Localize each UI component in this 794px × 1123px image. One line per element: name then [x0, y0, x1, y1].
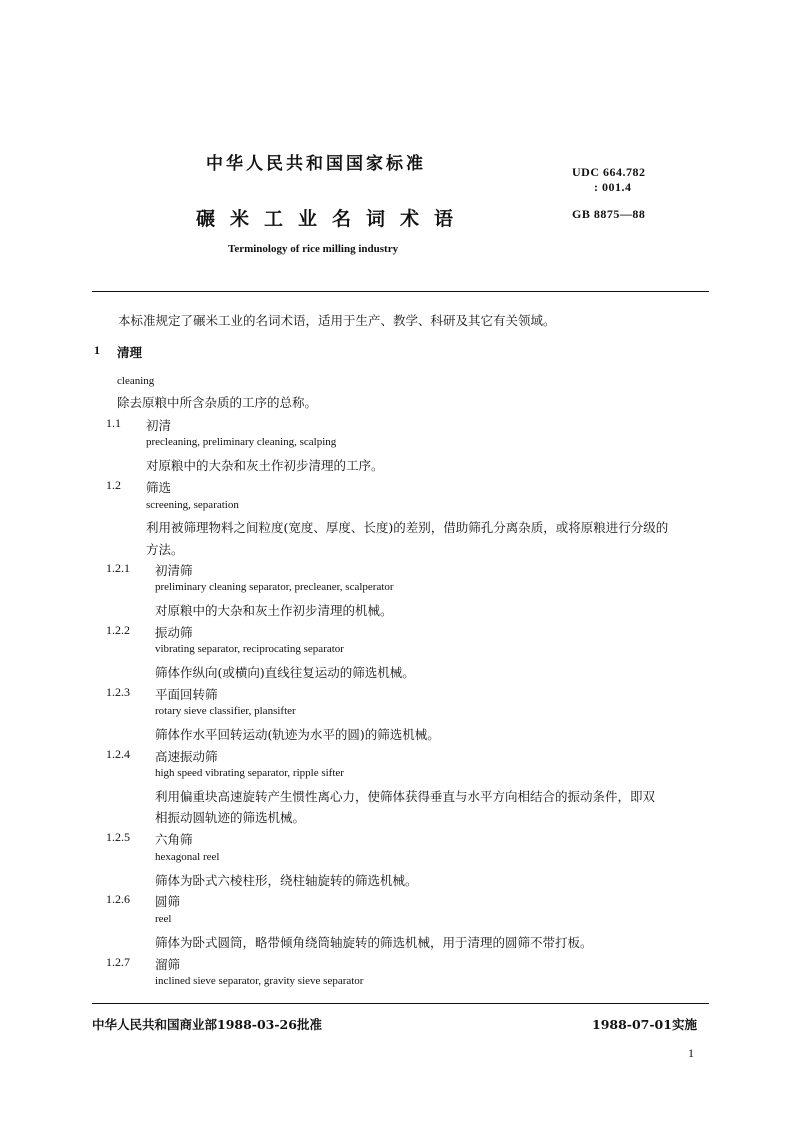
section-english: cleaning — [117, 375, 155, 387]
document-title: 碾米工业名词术语 — [196, 208, 469, 230]
entry-english: screening, separation — [146, 499, 239, 511]
udc-code-sub: : 001.4 — [594, 180, 632, 194]
entry-english: vibrating separator, reciprocating separator — [155, 643, 344, 655]
entry-english: rotary sieve classifier, plansifter — [155, 705, 296, 717]
entry-term: 高速振动筛 — [155, 749, 218, 764]
entry-term: 圆筛 — [155, 894, 181, 909]
entry-term: 筛选 — [146, 480, 172, 495]
section-number: 1 — [94, 343, 100, 357]
section-title: 清理 — [117, 345, 143, 360]
entry-definition: 对原粮中的大杂和灰土作初步清理的工序。 — [146, 458, 384, 473]
footer-divider — [92, 1003, 709, 1004]
entry-term: 溜筛 — [155, 957, 181, 972]
entry-number: 1.2.3 — [106, 685, 130, 699]
entry-definition: 筛体为卧式圆筒，略带倾角绕筒轴旋转的筛选机械，用于清理的圆筛不带打板。 — [155, 935, 593, 950]
entry-definition: 对原粮中的大杂和灰土作初步清理的机械。 — [155, 603, 393, 618]
entry-english: inclined sieve separator, gravity sieve separator — [155, 975, 364, 987]
entry-number: 1.2 — [106, 478, 121, 492]
entry-number: 1.2.2 — [106, 623, 130, 637]
entry-number: 1.2.4 — [106, 747, 130, 761]
header-divider — [92, 291, 709, 292]
entry-definition: 筛体作纵向(或横向)直线往复运动的筛选机械。 — [155, 665, 415, 680]
english-title: Terminology of rice milling industry — [228, 243, 399, 255]
entry-number: 1.1 — [106, 416, 121, 430]
entry-term: 初清 — [146, 418, 172, 433]
entry-number: 1.2.1 — [106, 561, 130, 575]
entry-english: preliminary cleaning separator, precleaner, scalperator — [155, 581, 394, 593]
entry-definition: 相振动圆轨迹的筛选机械。 — [155, 810, 306, 825]
entry-definition: 利用被筛理物料之间粒度(宽度、厚度、长度)的差别，借助筛孔分离杂质，或将原粮进行分级的 — [146, 520, 669, 535]
intro-paragraph: 本标准规定了碾米工业的名词术语，适用于生产、教学、科研及其它有关领域。 — [118, 313, 556, 328]
approval-line: 中华人民共和国商业部1988-03-26批准 — [92, 1017, 322, 1032]
effective-date: 1988-07-01实施 — [592, 1017, 697, 1032]
entry-term: 平面回转筛 — [155, 687, 218, 702]
entry-definition: 方法。 — [146, 542, 184, 557]
entry-number: 1.2.5 — [106, 830, 130, 844]
page-number: 1 — [688, 1046, 694, 1060]
entry-definition: 筛体作水平回转运动(轨迹为水平的圆)的筛选机械。 — [155, 727, 440, 742]
entry-number: 1.2.7 — [106, 955, 130, 969]
entry-english: reel — [155, 913, 172, 925]
entry-term: 初清筛 — [155, 563, 193, 578]
entry-english: hexagonal reel — [155, 851, 220, 863]
national-standard-heading: 中华人民共和国国家标准 — [206, 154, 426, 174]
gb-code: GB 8875—88 — [572, 207, 646, 221]
entry-number: 1.2.6 — [106, 892, 130, 906]
entry-english: high speed vibrating separator, ripple sifter — [155, 767, 344, 779]
entry-term: 振动筛 — [155, 625, 193, 640]
entry-definition: 利用偏重块高速旋转产生惯性离心力，使筛体获得垂直与水平方向相结合的振动条件，即双 — [155, 789, 656, 804]
entry-term: 六角筛 — [155, 832, 193, 847]
udc-code: UDC 664.782 — [572, 165, 646, 179]
entry-english: precleaning, preliminary cleaning, scalping — [146, 436, 337, 448]
section-definition: 除去原粮中所含杂质的工序的总称。 — [117, 395, 318, 410]
entry-definition: 筛体为卧式六棱柱形，绕柱轴旋转的筛选机械。 — [155, 873, 418, 888]
